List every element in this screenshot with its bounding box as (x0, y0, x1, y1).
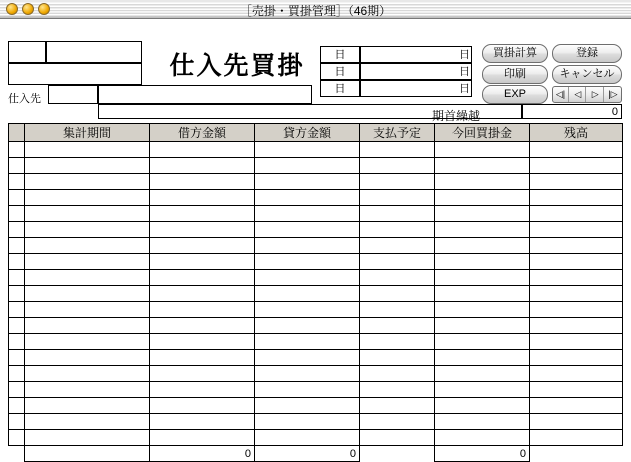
column-header-credit: 貸方金額 (255, 124, 360, 142)
cell-credit[interactable] (255, 350, 360, 366)
cell-credit[interactable] (255, 190, 360, 206)
table-row[interactable] (9, 238, 623, 254)
cell-credit[interactable] (255, 254, 360, 270)
supplier-code-input[interactable] (48, 85, 98, 104)
cell-credit[interactable] (255, 414, 360, 430)
cell-period[interactable] (25, 350, 150, 366)
cell-credit[interactable] (255, 382, 360, 398)
table-row[interactable] (9, 430, 623, 446)
table-row[interactable] (9, 270, 623, 286)
cell-credit[interactable] (255, 286, 360, 302)
cell-debit[interactable] (150, 158, 255, 174)
cell-balance[interactable] (530, 174, 623, 190)
cell-rownum (9, 366, 25, 382)
day-label-2-left: 日 (334, 66, 346, 78)
cell-credit[interactable] (255, 238, 360, 254)
cell-debit[interactable] (150, 334, 255, 350)
totals-debit: 0 (150, 446, 255, 462)
cell-payment-plan[interactable] (360, 190, 435, 206)
cell-balance[interactable] (530, 398, 623, 414)
cell-payment-plan[interactable] (360, 318, 435, 334)
table-row[interactable] (9, 302, 623, 318)
cell-credit[interactable] (255, 142, 360, 158)
cell-credit[interactable] (255, 366, 360, 382)
cell-payment-plan[interactable] (360, 270, 435, 286)
cell-rownum (9, 398, 25, 414)
cell-rownum (9, 382, 25, 398)
table-row[interactable] (9, 382, 623, 398)
table-row[interactable] (9, 398, 623, 414)
cell-payment-plan[interactable] (360, 302, 435, 318)
cell-debit[interactable] (150, 398, 255, 414)
cell-payable[interactable] (435, 238, 530, 254)
cell-payment-plan[interactable] (360, 430, 435, 446)
cell-payable[interactable] (435, 222, 530, 238)
cell-period[interactable] (25, 238, 150, 254)
cell-period[interactable] (25, 254, 150, 270)
cell-rownum (9, 174, 25, 190)
cell-debit[interactable] (150, 350, 255, 366)
cell-payable[interactable] (435, 382, 530, 398)
cell-payable[interactable] (435, 254, 530, 270)
calc-button[interactable]: 買掛計算 (482, 44, 548, 63)
cell-payment-plan[interactable] (360, 158, 435, 174)
cell-rownum (9, 334, 25, 350)
cell-rownum (9, 270, 25, 286)
cell-payable[interactable] (435, 302, 530, 318)
cell-credit[interactable] (255, 302, 360, 318)
cell-debit[interactable] (150, 222, 255, 238)
ledger-table (8, 123, 623, 462)
table-row[interactable] (9, 286, 623, 302)
page-title: 仕入先買掛 (169, 52, 305, 80)
next-record-icon[interactable]: ▷ (588, 87, 604, 102)
cell-balance[interactable] (530, 206, 623, 222)
cell-rownum (9, 142, 25, 158)
totals-credit: 0 (255, 446, 360, 462)
cell-period[interactable] (25, 158, 150, 174)
cell-balance[interactable] (530, 414, 623, 430)
cell-payable[interactable] (435, 142, 530, 158)
cell-rownum (9, 430, 25, 446)
cell-period[interactable] (25, 302, 150, 318)
cell-balance[interactable] (530, 286, 623, 302)
cell-debit[interactable] (150, 414, 255, 430)
last-record-icon[interactable]: |▷ (608, 89, 618, 99)
cell-rownum (9, 286, 25, 302)
cell-credit[interactable] (255, 206, 360, 222)
cell-debit[interactable] (150, 190, 255, 206)
cell-period[interactable] (25, 206, 150, 222)
totals-payable: 0 (435, 446, 530, 462)
cell-credit[interactable] (255, 430, 360, 446)
cell-payable[interactable] (435, 318, 530, 334)
cell-balance[interactable] (530, 190, 623, 206)
table-row[interactable] (9, 190, 623, 206)
cell-rownum (9, 350, 25, 366)
name-box[interactable] (8, 63, 142, 85)
cell-period[interactable] (25, 270, 150, 286)
cell-balance[interactable] (530, 350, 623, 366)
cell-payment-plan[interactable] (360, 206, 435, 222)
cell-credit[interactable] (255, 158, 360, 174)
cell-period[interactable] (25, 414, 150, 430)
cell-debit[interactable] (150, 238, 255, 254)
cell-payment-plan[interactable] (360, 222, 435, 238)
cell-rownum (9, 158, 25, 174)
cell-credit[interactable] (255, 318, 360, 334)
cancel-button[interactable]: キャンセル (552, 65, 622, 84)
column-header-debit: 借方金額 (150, 124, 255, 142)
opening-balance-value[interactable]: 0 (522, 104, 622, 119)
cell-credit[interactable] (255, 398, 360, 414)
cell-debit[interactable] (150, 366, 255, 382)
cell-balance[interactable] (530, 222, 623, 238)
cell-rownum (9, 222, 25, 238)
day-label-3-left: 日 (334, 83, 346, 95)
code-box-1[interactable] (8, 41, 46, 63)
cell-payment-plan[interactable] (360, 382, 435, 398)
supplier-name-input[interactable] (98, 85, 312, 104)
form-content (0, 19, 631, 460)
supplier-label: 仕入先 (8, 93, 41, 105)
cell-payment-plan[interactable] (360, 286, 435, 302)
totals-period (25, 446, 150, 462)
table-row[interactable] (9, 222, 623, 238)
table-body (9, 142, 623, 446)
register-button[interactable]: 登録 (552, 44, 622, 63)
table-header-row (9, 124, 623, 142)
cell-payment-plan[interactable] (360, 366, 435, 382)
table-row[interactable] (9, 254, 623, 270)
first-record-icon[interactable]: ◁| (553, 87, 569, 102)
cell-payment-plan[interactable] (360, 334, 435, 350)
cell-debit[interactable] (150, 270, 255, 286)
totals-gap-3 (530, 446, 623, 462)
column-header-payable: 今回買掛金 (435, 124, 530, 142)
column-header-period: 集計期間 (25, 124, 150, 142)
cell-balance[interactable] (530, 254, 623, 270)
column-header-rownum (9, 124, 25, 142)
day-label-2-right: 日 (459, 66, 470, 78)
exp-button[interactable]: EXP (482, 85, 548, 104)
cell-payment-plan[interactable] (360, 254, 435, 270)
cell-payable[interactable] (435, 286, 530, 302)
cell-debit[interactable] (150, 206, 255, 222)
cell-balance[interactable] (530, 366, 623, 382)
opening-balance-label: 期首繰越 (432, 109, 481, 123)
cell-payment-plan[interactable] (360, 350, 435, 366)
cell-period[interactable] (25, 366, 150, 382)
table-row[interactable] (9, 318, 623, 334)
cell-payable[interactable] (435, 366, 530, 382)
cell-period[interactable] (25, 398, 150, 414)
table-footer (9, 446, 623, 462)
day-label-1-left: 日 (334, 49, 346, 61)
totals-row (9, 446, 623, 462)
cell-credit[interactable] (255, 222, 360, 238)
cell-balance[interactable] (530, 334, 623, 350)
cell-rownum (9, 302, 25, 318)
cell-payable[interactable] (435, 206, 530, 222)
cell-period[interactable] (25, 382, 150, 398)
record-navigator[interactable] (552, 86, 622, 103)
cell-balance[interactable] (530, 382, 623, 398)
cell-period[interactable] (25, 286, 150, 302)
table-row[interactable] (9, 414, 623, 430)
cell-rownum (9, 206, 25, 222)
cell-balance[interactable] (530, 238, 623, 254)
cell-debit[interactable] (150, 430, 255, 446)
cell-payable[interactable] (435, 430, 530, 446)
cell-period[interactable] (25, 174, 150, 190)
print-button[interactable]: 印刷 (482, 65, 548, 84)
day-label-1-right: 日 (459, 49, 470, 61)
cell-debit[interactable] (150, 254, 255, 270)
code-box-2[interactable] (46, 41, 142, 63)
cell-payment-plan[interactable] (360, 174, 435, 190)
cell-period[interactable] (25, 222, 150, 238)
cell-payable[interactable] (435, 414, 530, 430)
cell-credit[interactable] (255, 174, 360, 190)
cell-rownum (9, 238, 25, 254)
column-header-payment-plan: 支払予定 (360, 124, 435, 142)
previous-record-icon[interactable]: ◁ (570, 87, 586, 102)
table-row[interactable] (9, 206, 623, 222)
day-label-3-right: 日 (459, 83, 470, 95)
table-row[interactable] (9, 334, 623, 350)
cell-balance[interactable] (530, 142, 623, 158)
cell-period[interactable] (25, 190, 150, 206)
cell-balance[interactable] (530, 430, 623, 446)
cell-period[interactable] (25, 430, 150, 446)
cell-payable[interactable] (435, 158, 530, 174)
cell-debit[interactable] (150, 302, 255, 318)
cell-debit[interactable] (150, 318, 255, 334)
totals-gap-1 (9, 446, 25, 462)
cell-balance[interactable] (530, 302, 623, 318)
cell-payable[interactable] (435, 174, 530, 190)
table-row[interactable] (9, 158, 623, 174)
table-row[interactable] (9, 366, 623, 382)
table-row[interactable] (9, 142, 623, 158)
cell-payable[interactable] (435, 270, 530, 286)
cell-payable[interactable] (435, 350, 530, 366)
cell-balance[interactable] (530, 158, 623, 174)
cell-debit[interactable] (150, 382, 255, 398)
cell-period[interactable] (25, 318, 150, 334)
cell-balance[interactable] (530, 318, 623, 334)
cell-rownum (9, 190, 25, 206)
column-header-balance: 残高 (530, 124, 623, 142)
cell-payment-plan[interactable] (360, 398, 435, 414)
cell-payable[interactable] (435, 398, 530, 414)
totals-gap-2 (360, 446, 435, 462)
cell-rownum (9, 414, 25, 430)
cell-payment-plan[interactable] (360, 238, 435, 254)
window-title: ［売掛・買掛管理］（46期） (239, 4, 392, 18)
table-header (9, 124, 623, 142)
cell-debit[interactable] (150, 286, 255, 302)
cell-credit[interactable] (255, 270, 360, 286)
cell-debit[interactable] (150, 174, 255, 190)
table-row[interactable] (9, 350, 623, 366)
cell-credit[interactable] (255, 334, 360, 350)
title-bar[interactable] (0, 0, 631, 19)
cell-period[interactable] (25, 142, 150, 158)
cell-payment-plan[interactable] (360, 414, 435, 430)
cell-rownum (9, 254, 25, 270)
cell-payable[interactable] (435, 334, 530, 350)
cell-debit[interactable] (150, 142, 255, 158)
cell-period[interactable] (25, 334, 150, 350)
table-row[interactable] (9, 174, 623, 190)
cell-balance[interactable] (530, 270, 623, 286)
cell-payment-plan[interactable] (360, 142, 435, 158)
cell-rownum (9, 318, 25, 334)
cell-payable[interactable] (435, 190, 530, 206)
